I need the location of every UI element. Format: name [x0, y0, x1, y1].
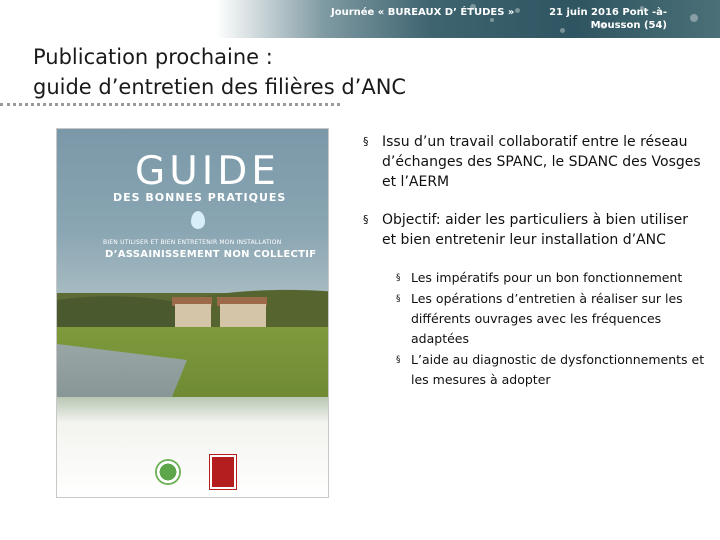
bullet-marker: § [363, 213, 369, 226]
cover-subtitle-1: BIEN UTILISER ET BIEN ENTRETENIR MON INSTALLATION [103, 239, 282, 246]
sub-bullet-item [396, 289, 705, 349]
event-name: Journée « BUREAUX D’ ÉTUDES » [331, 7, 515, 18]
bullet-text: Objectif: aider les particuliers à bien utiliser et bien entretenir leur installation d’ANC [382, 212, 689, 248]
sub-bullet-list [396, 268, 705, 390]
bullet-marker: § [396, 273, 401, 283]
title-line-1: Publication prochaine : [33, 45, 273, 69]
bullet-marker: § [363, 135, 369, 148]
agence-de-l-eau-logo [155, 459, 181, 485]
bullet-list [360, 132, 705, 391]
bullet-item [360, 210, 705, 250]
sub-bullet-item [396, 350, 705, 390]
bullet-item [360, 132, 705, 192]
sub-bullet-text: L’aide au diagnostic de dysfonctionnements et les mesures à adopter [411, 352, 705, 387]
bullet-marker: § [396, 355, 401, 365]
title-line-2: guide d’entretien des filières d’ANC [33, 75, 407, 99]
sub-bullet-text: Les opérations d’entretien à réaliser sur les différents ouvrages avec les fréquences adaptées [411, 291, 683, 346]
title-divider [0, 103, 340, 106]
cover-bonnes-pratiques: DES BONNES PRATIQUES [113, 191, 287, 204]
bullet-text: Issu d’un travail collaboratif entre le réseau d’échanges des SPANC, le SDANC des Vosges et l’AERM [382, 134, 701, 190]
slide-title [33, 42, 453, 102]
sub-bullet-text: Les impératifs pour un bon fonctionnement [411, 270, 683, 285]
cover-bottom-band [57, 397, 328, 498]
guide-cover-image [56, 128, 329, 498]
event-date-location: 21 juin 2016 Pont -à-Mousson (54) [549, 7, 667, 31]
water-drop-icon [191, 211, 205, 229]
sdanc-logo [210, 455, 236, 489]
sub-bullet-item [396, 268, 705, 288]
cover-subtitle-2: D’ASSAINISSEMENT NON COLLECTIF [105, 249, 317, 260]
bullet-marker: § [396, 294, 401, 304]
cover-guide-word: GUIDE [135, 149, 280, 194]
header-banner [0, 0, 720, 38]
